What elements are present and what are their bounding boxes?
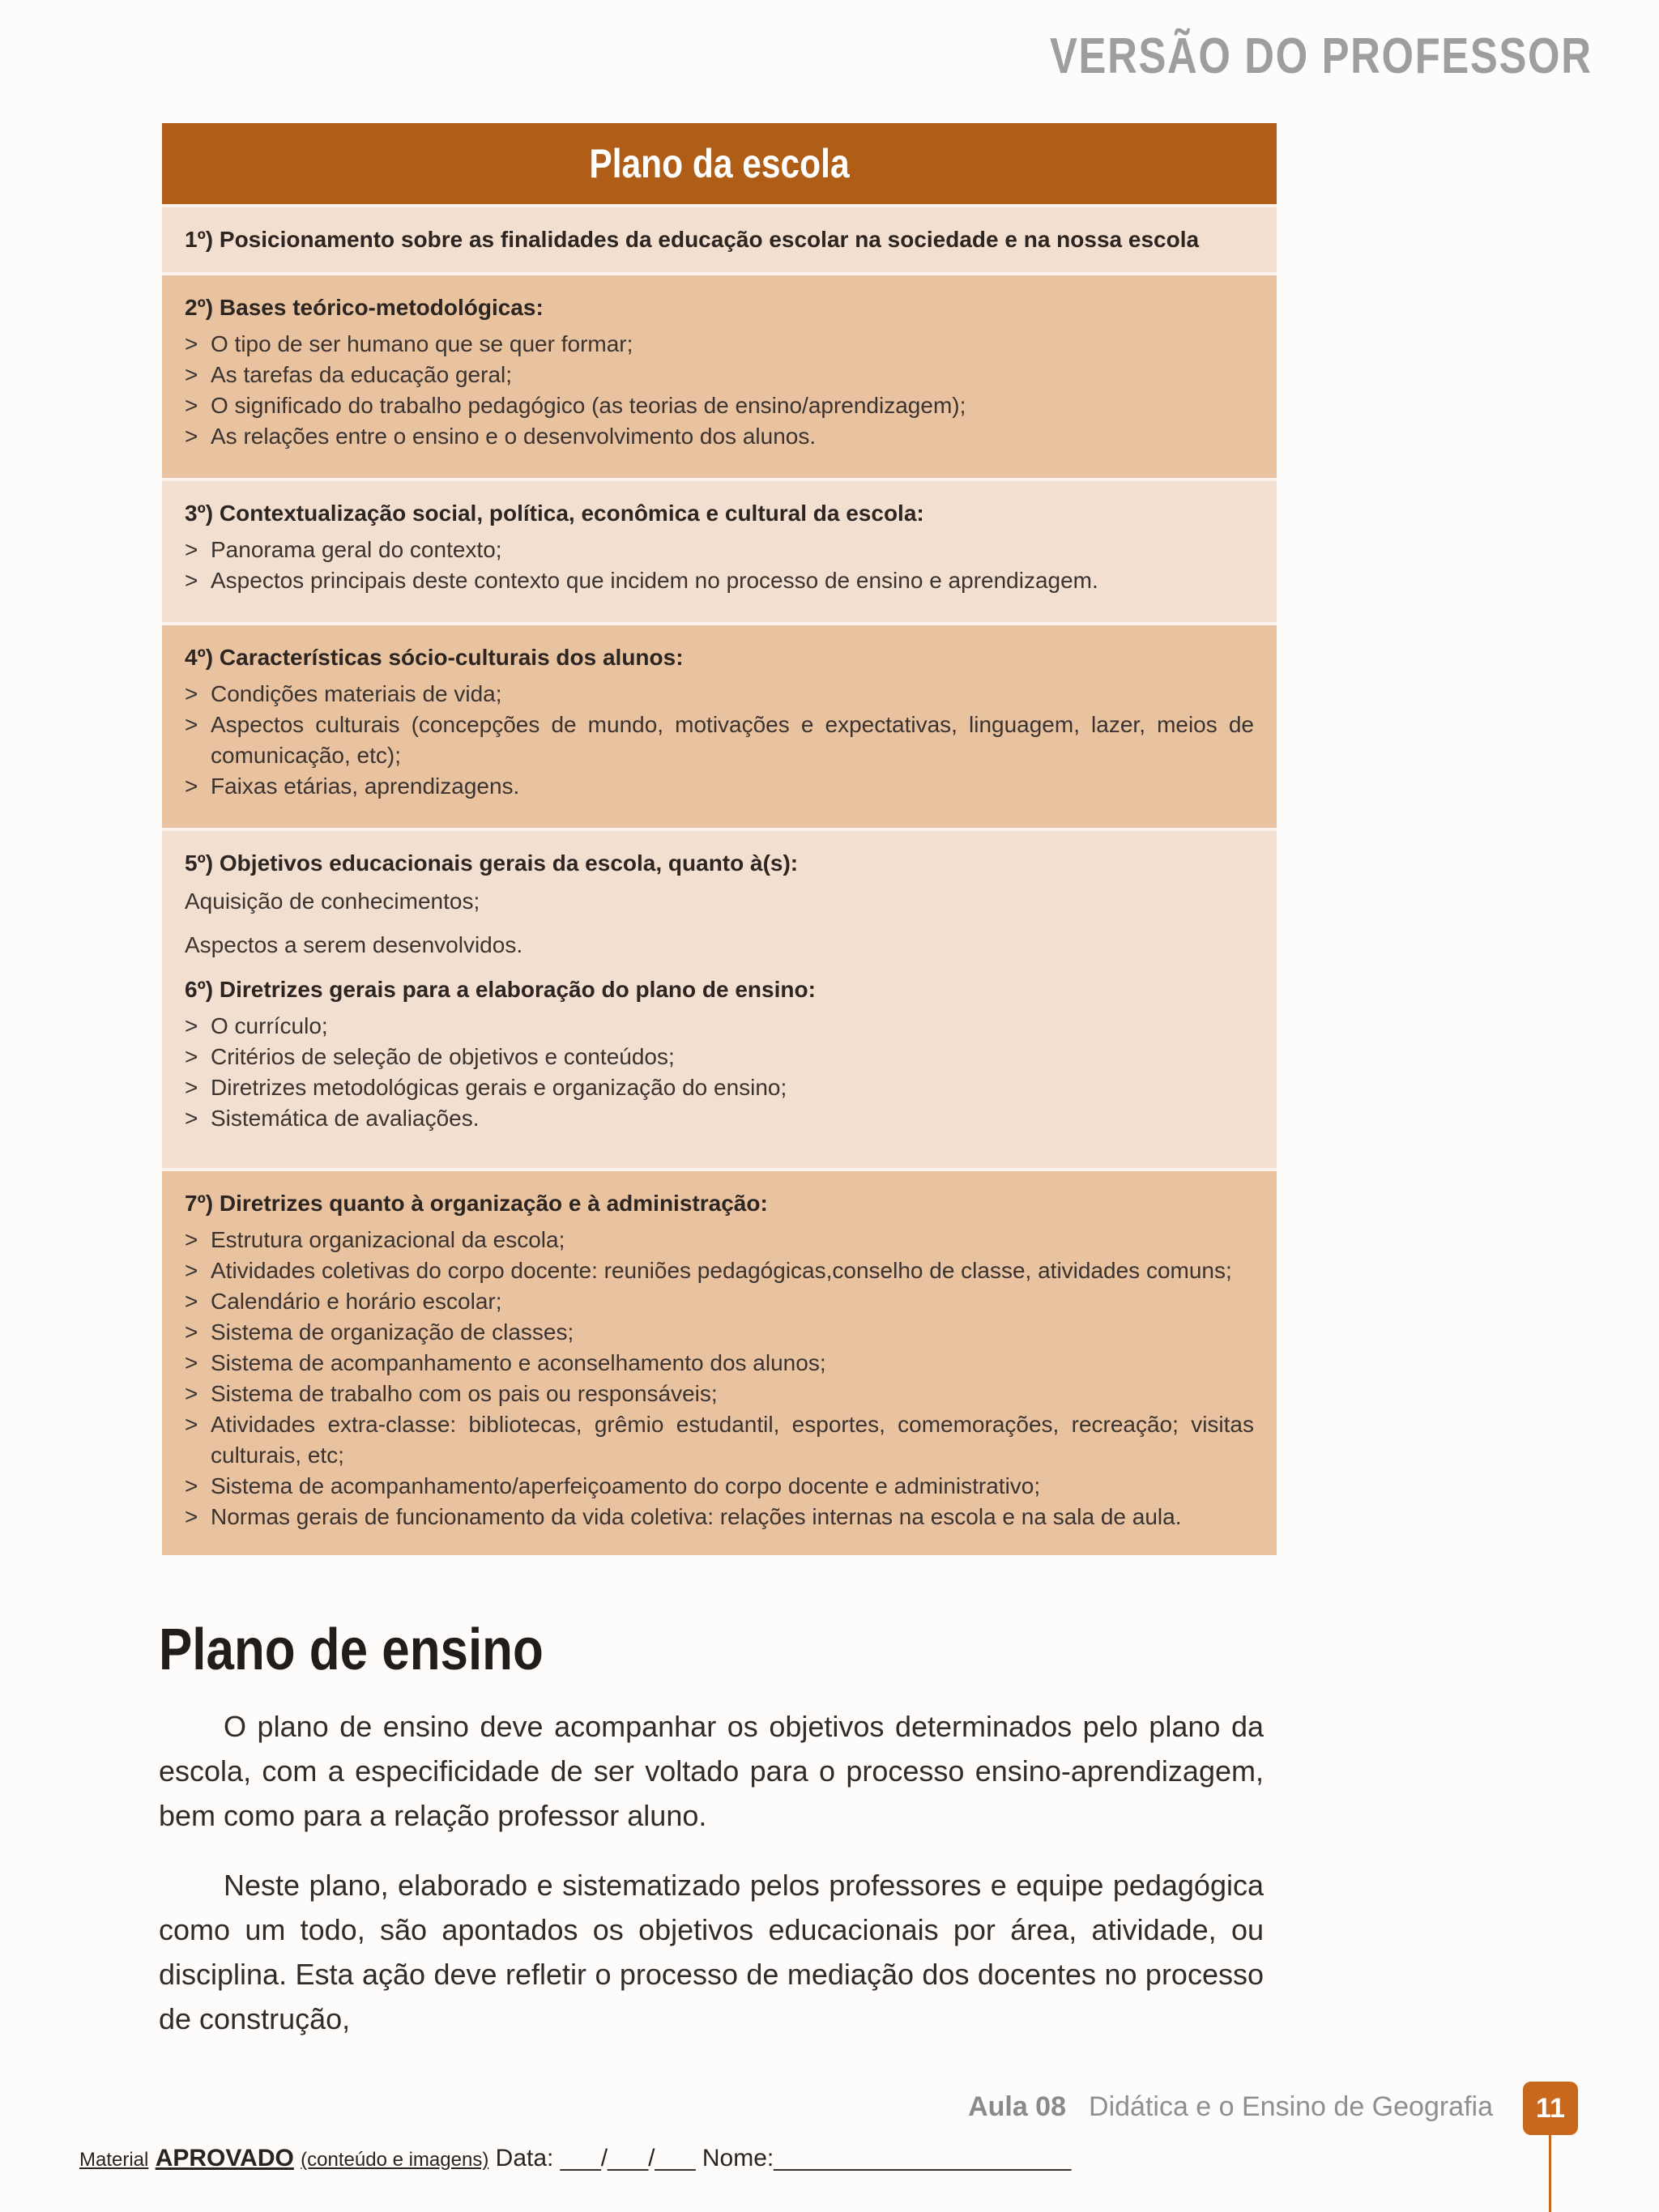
approval-stamp	[79, 2145, 1071, 2172]
section-1-title: 1º) Posicionamento sobre as finalidades da educação escolar na sociedade e na nossa escola	[185, 227, 1200, 252]
box-title: Plano da escola	[589, 141, 850, 186]
list-item: > Atividades extra-classe: bibliotecas, grêmio estudantil, esportes, comemorações, recreação; visitas culturais, etc;	[185, 1409, 1254, 1471]
footer-lesson: Aula 08	[968, 2091, 1067, 2122]
section-3-title: 3º) Contextualização social, política, econômica e cultural da escola:	[185, 501, 924, 526]
section-7-list	[185, 1225, 1254, 1532]
section-2-title: 2º) Bases teórico-metodológicas:	[185, 295, 544, 320]
list-item: > Sistemática de avaliações.	[185, 1103, 1254, 1134]
approval-prefix: Material	[79, 2149, 149, 2171]
objective-line: Aquisição de conhecimentos;	[185, 889, 480, 914]
list-item: > Aspectos culturais (concepções de mundo, motivações e expectativas, linguagem, lazer, meios de comunicação, etc);	[185, 710, 1254, 771]
list-item: > Critérios de seleção de objetivos e conteúdos;	[185, 1042, 1254, 1072]
page-number: 11	[1523, 2082, 1578, 2135]
section-7-title: 7º) Diretrizes quanto à organização e à administração:	[185, 1191, 768, 1216]
list-item: > Faixas etárias, aprendizagens.	[185, 771, 1254, 802]
paragraph-1: O plano de ensino deve acompanhar os objetivos determinados pelo plano da escola, com a especificidade de ser voltado para o processo ensino-aprendizagem, bem como para a relação professor aluno.	[159, 1710, 1264, 1832]
list-item: > Estrutura organizacional da escola;	[185, 1225, 1254, 1255]
objective-line: Aspectos a serem desenvolvidos.	[185, 932, 523, 957]
list-item: > Diretrizes metodológicas gerais e organização do ensino;	[185, 1072, 1254, 1103]
list-item: > Atividades coletivas do corpo docente: reuniões pedagógicas,conselho de classe, atividades comuns;	[185, 1255, 1254, 1286]
paragraph-2: Neste plano, elaborado e sistematizado pelos professores e equipe pedagógica como um todo, são apontados os objetivos educacionais por área, atividade, ou disciplina. Esta ação deve refletir o processo de mediação dos docentes no processo de construção,	[159, 1869, 1264, 2035]
section-4	[162, 622, 1277, 828]
name-field: Nome:______________________	[702, 2145, 1072, 2172]
approval-word: APROVADO	[155, 2145, 294, 2172]
footer-course-info	[968, 2091, 1493, 2123]
section-6-title: 6º) Diretrizes gerais para a elaboração do plano de ensino:	[185, 977, 816, 1002]
list-item: > O currículo;	[185, 1011, 1254, 1042]
section-2	[162, 272, 1277, 478]
list-item: > As relações entre o ensino e o desenvolvimento dos alunos.	[185, 421, 1254, 452]
section-7	[162, 1168, 1277, 1555]
list-item: > Sistema de acompanhamento e aconselhamento dos alunos;	[185, 1348, 1254, 1379]
section-4-list	[185, 679, 1254, 802]
section-5-title: 5º) Objetivos educacionais gerais da escola, quanto à(s):	[185, 850, 799, 876]
list-item: > Sistema de organização de classes;	[185, 1317, 1254, 1348]
section-5-6	[162, 828, 1277, 1168]
header-title: VERSÃO DO PROFESSOR	[1050, 28, 1593, 84]
section-6-list	[185, 1011, 1254, 1134]
section-2-list	[185, 329, 1254, 452]
date-field: Data: ___/___/___	[495, 2145, 696, 2172]
section-3	[162, 478, 1277, 622]
list-item: > O significado do trabalho pedagógico (as teorias de ensino/aprendizagem);	[185, 390, 1254, 421]
list-item: > Condições materiais de vida;	[185, 679, 1254, 710]
list-item: > Sistema de acompanhamento/aperfeiçoamento do corpo docente e administrativo;	[185, 1471, 1254, 1502]
list-item: > Aspectos principais deste contexto que incidem no processo de ensino e aprendizagem.	[185, 565, 1254, 596]
list-item: > O tipo de ser humano que se quer formar;	[185, 329, 1254, 360]
section-1	[162, 204, 1277, 272]
page-marker-line	[1549, 2135, 1551, 2212]
section-heading: Plano de ensino	[159, 1617, 544, 1682]
list-item: > Panorama geral do contexto;	[185, 535, 1254, 565]
box-title-bar	[162, 123, 1277, 204]
list-item: > Normas gerais de funcionamento da vida coletiva: relações internas na escola e na sala de aula.	[185, 1502, 1254, 1532]
list-item: > Sistema de trabalho com os pais ou responsáveis;	[185, 1379, 1254, 1409]
section-4-title: 4º) Características sócio-culturais dos alunos:	[185, 645, 684, 670]
list-item: > As tarefas da educação geral;	[185, 360, 1254, 390]
school-plan-box	[162, 123, 1277, 1555]
list-item: > Calendário e horário escolar;	[185, 1286, 1254, 1317]
section-3-list	[185, 535, 1254, 596]
approval-suffix: (conteúdo e imagens)	[301, 2149, 489, 2171]
footer-course: Didática e o Ensino de Geografia	[1089, 2091, 1493, 2122]
